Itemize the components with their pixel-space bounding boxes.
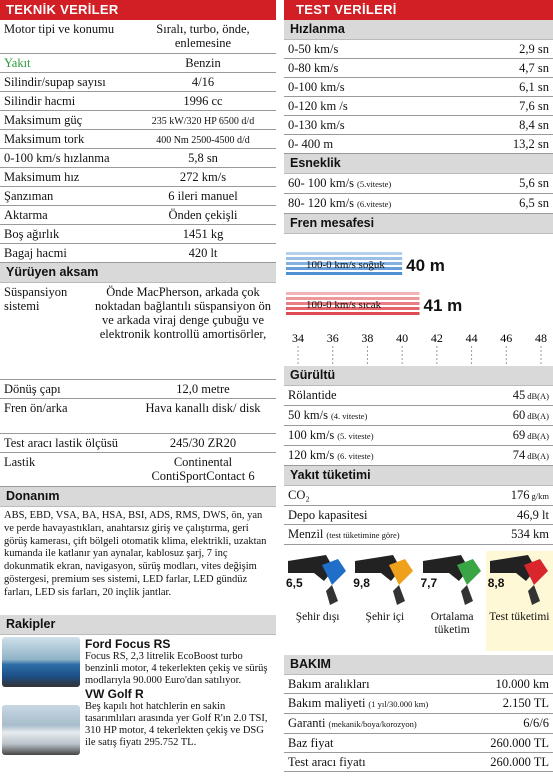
table-row [284, 675, 553, 694]
table-row [284, 426, 553, 446]
row-value [337, 388, 549, 403]
label-text: Menzil [288, 527, 324, 541]
row-value [134, 227, 272, 241]
specs-table [0, 20, 276, 263]
row-value [310, 488, 549, 503]
row-label [288, 118, 345, 132]
row-value [417, 716, 549, 731]
table-row [284, 446, 553, 466]
value-text: 7,6 sn [519, 99, 549, 113]
fuel-value: 8,8 [487, 576, 505, 590]
value-unit: dB(A) [527, 451, 549, 461]
value-text: 272 km/s [179, 170, 227, 184]
row-label [288, 677, 370, 691]
value-text: 45 [512, 388, 526, 402]
value-text: Continental ContiSportContact 6 [151, 455, 255, 483]
tire-tread-stripe [286, 272, 402, 275]
fuel-consumption-pumps [284, 545, 553, 653]
label-note: (6.viteste) [356, 199, 392, 209]
row-label [4, 208, 134, 222]
table-row [0, 111, 276, 130]
value-text: 420 lt [188, 246, 218, 260]
value-text: 2,9 sn [519, 42, 549, 56]
row-label [4, 22, 134, 51]
tire-tread-stripe [286, 312, 420, 315]
value-text: 60 [512, 408, 526, 422]
row-label [4, 436, 134, 450]
vw-golf-r-photo [2, 705, 80, 755]
row-label [288, 388, 337, 403]
label-text: Garanti [288, 716, 326, 730]
table-row [0, 130, 276, 149]
value-text: 400 Nm 2500-4500 d/d [156, 135, 250, 146]
table-row [0, 54, 276, 73]
row-value [134, 436, 272, 450]
row-label [4, 170, 134, 184]
row-label [288, 408, 367, 423]
equipment-title: Donanım [0, 487, 276, 507]
table-row [0, 149, 276, 168]
row-label [288, 488, 310, 503]
fuel-value: 7,7 [420, 576, 438, 590]
label-text: Maksimum güç [4, 113, 83, 127]
row-label [288, 716, 417, 731]
fuel-title: Yakıt tüketimi [284, 466, 553, 486]
label-text: 0-130 km/s [288, 118, 345, 132]
value-text: 46,9 lt [517, 508, 549, 522]
row-value [134, 151, 272, 165]
table-row [0, 20, 276, 54]
x-tick-label: 48 [535, 331, 547, 345]
row-label [288, 428, 374, 443]
table-row [0, 244, 276, 263]
fuel-table [284, 486, 553, 545]
row-value [374, 428, 549, 443]
label-text: CO₂ [288, 488, 310, 502]
value-text: 8,4 sn [519, 118, 549, 132]
fuel-pump-item [351, 551, 418, 651]
rival-name: Ford Focus RS [85, 637, 171, 651]
value-text: 5,8 sn [188, 151, 218, 165]
row-value [94, 285, 272, 377]
label-text: Silindir hacmi [4, 94, 76, 108]
rivals-title: Rakipler [0, 615, 276, 635]
row-label [4, 401, 134, 431]
label-text: Maksimum hız [4, 170, 80, 184]
fuel-label: Şehir içi [365, 611, 405, 623]
row-value [374, 448, 549, 463]
value-text: 6/6/6 [523, 716, 549, 730]
row-label [288, 137, 333, 151]
table-row [284, 714, 553, 734]
row-label [288, 99, 348, 113]
row-label [288, 196, 391, 211]
value-text: Önden çekişli [168, 208, 238, 222]
label-note: (test tüketimine göre) [326, 530, 400, 540]
row-label [288, 736, 333, 750]
row-value [134, 94, 272, 108]
label-note: (6. viteste) [337, 451, 374, 461]
fuel-value: 6,5 [286, 576, 303, 590]
value-text: 5,6 sn [519, 176, 549, 190]
row-label [288, 755, 366, 769]
table-row [284, 386, 553, 406]
row-value [134, 208, 272, 222]
value-text: 74 [512, 448, 526, 462]
table-row [284, 97, 553, 116]
row-value [391, 196, 549, 211]
x-tick-label: 44 [465, 331, 478, 345]
value-text: 245/30 ZR20 [169, 436, 237, 450]
label-text: Boş ağırlık [4, 227, 60, 241]
row-value [333, 137, 549, 151]
label-text: Bagaj hacmi [4, 246, 67, 260]
row-label [4, 285, 94, 377]
row-value [370, 677, 549, 691]
fuel-pump-item [486, 551, 553, 651]
label-note: (5. viteste) [337, 431, 374, 441]
row-label [4, 189, 134, 203]
value-text: Sıralı, turbo, önde, enlemesine [156, 22, 250, 50]
table-row [284, 506, 553, 525]
table-row [284, 486, 553, 506]
value-text: 260.000 TL [490, 755, 549, 769]
rival-description: Beş kapılı hot hatchlerin en sakin tasarımlıları arasında yer Golf R'ın 2.0 TSI, 310 HP motor, 4 tekerlekten çekiş ve DSG ile satış fiyatı 295.752 TL. [85, 701, 268, 748]
table-row [0, 225, 276, 244]
braking-chart-svg [284, 234, 553, 366]
braking-title: Fren mesafesi [284, 214, 553, 234]
row-value [366, 755, 549, 769]
x-tick-label: 40 [396, 331, 409, 345]
row-value [134, 22, 272, 51]
label-text: Aktarma [4, 208, 48, 222]
label-text: Bakım maliyeti [288, 696, 366, 710]
label-text: Süspansiyon sistemi [4, 285, 68, 313]
row-label [4, 227, 134, 241]
table-row [284, 59, 553, 78]
value-text: 10.000 km [495, 677, 549, 691]
value-text: 260.000 TL [490, 736, 549, 750]
label-text: Test aracı lastik ölçüsü [4, 436, 119, 450]
row-label [288, 696, 428, 711]
row-label [4, 75, 134, 89]
label-text: 0-50 km/s [288, 42, 339, 56]
table-row [0, 206, 276, 225]
label-text: Test aracı fiyatı [288, 755, 366, 769]
value-text: 2.150 TL [502, 696, 549, 710]
table-row [284, 406, 553, 426]
value-text: 534 km [511, 527, 549, 541]
acceleration-table [284, 40, 553, 154]
value-text: 69 [512, 428, 526, 442]
row-value [338, 61, 549, 75]
technical-specs-column [0, 0, 276, 757]
rival-golf [0, 685, 276, 757]
row-label [4, 246, 134, 260]
fuel-label: Şehir dışı [295, 611, 340, 623]
row-value [134, 75, 272, 89]
table-row [0, 380, 276, 399]
fuel-label: Ortalama tüketim [430, 611, 474, 636]
row-value [134, 56, 272, 70]
value-text: 6,1 sn [519, 80, 549, 94]
row-value [345, 80, 549, 94]
fuel-label: Test tüketimi [489, 611, 550, 623]
row-value [134, 246, 272, 260]
row-value [338, 42, 549, 56]
row-value [134, 455, 272, 484]
label-note: (1 yıl/30.000 km) [368, 699, 429, 709]
row-label [4, 132, 134, 146]
value-text: Benzin [185, 56, 221, 70]
value-text: 4,7 sn [519, 61, 549, 75]
row-value [348, 99, 549, 113]
table-row [0, 283, 276, 380]
label-text: 80- 120 km/s [288, 196, 354, 210]
acceleration-title: Hızlanma [284, 20, 553, 40]
row-label [4, 113, 134, 127]
label-text: Bakım aralıkları [288, 677, 370, 691]
brake-value-label: 41 m [423, 296, 463, 315]
label-text: 100 km/s [288, 428, 335, 442]
noise-table [284, 386, 553, 466]
label-text: Yakıt [4, 56, 31, 70]
label-text: Rölantide [288, 388, 337, 402]
table-row [284, 78, 553, 97]
maintenance-table [284, 675, 553, 772]
label-note: (5.viteste) [356, 179, 392, 189]
row-label [4, 455, 134, 484]
table-row [284, 135, 553, 154]
row-value [345, 118, 549, 132]
value-unit: dB(A) [527, 411, 549, 421]
row-label [4, 151, 134, 165]
table-row [284, 194, 553, 214]
row-value [134, 170, 272, 184]
label-text: Lastik [4, 455, 36, 469]
flexibility-title: Esneklik [284, 154, 553, 174]
row-value [400, 527, 549, 542]
chassis-title: Yürüyen aksam [0, 263, 276, 283]
rival-name: VW Golf R [85, 687, 144, 701]
brake-bar-label: 100-0 km/s soğuk [306, 259, 385, 271]
technical-specs-title: TEKNİK VERİLER [0, 0, 276, 20]
label-note: (mekanik/boya/korozyon) [328, 719, 417, 729]
label-text: Fren ön/arka [4, 401, 68, 415]
table-row [0, 187, 276, 206]
x-tick-label: 36 [326, 331, 339, 345]
label-text: Baz fiyat [288, 736, 334, 750]
ford-focus-rs-photo [2, 637, 80, 687]
table-row [0, 168, 276, 187]
row-label [288, 80, 345, 94]
row-label [288, 508, 368, 522]
value-unit: g/km [531, 491, 549, 501]
label-text: 0- 400 m [288, 137, 334, 151]
row-value [391, 176, 549, 191]
table-row [284, 734, 553, 753]
value-text: 6,5 sn [519, 196, 549, 210]
label-text: 0-100 km/s [288, 80, 345, 94]
row-value [134, 189, 272, 203]
brake-value-label: 40 m [406, 256, 445, 275]
value-text: 6 ileri manuel [168, 189, 238, 203]
row-value [333, 736, 549, 750]
table-row [0, 453, 276, 487]
tire-tread-stripe [286, 252, 402, 255]
table-row [284, 694, 553, 714]
value-unit: dB(A) [527, 431, 549, 441]
label-text: Motor tipi ve konumu [4, 22, 115, 36]
row-label [288, 42, 338, 56]
row-label [4, 382, 134, 396]
table-row [284, 174, 553, 194]
rival-description: Focus RS, 2,3 litrelik EcoBoost turbo benzinli motor, 4 tekerlekten çekiş ve sürüş modlarıyla 90.000 Euro'dan satılıyor. [85, 651, 268, 686]
table-row [0, 399, 276, 434]
value-text: Önde MacPherson, arkada çok noktadan bağlantılı süspansiyon ön ve arkada viraj denge çubuğu ve elektronik kontrollü amortisörler, [94, 285, 272, 341]
brake-bar-label: 100-0 km/s sıcak [306, 299, 382, 311]
label-text: Dönüş çapı [4, 382, 61, 396]
value-unit: dB(A) [527, 391, 549, 401]
table-row [0, 434, 276, 453]
label-text: Depo kapasitesi [288, 508, 368, 522]
row-label [4, 56, 134, 70]
label-text: Silindir/supap sayısı [4, 75, 106, 89]
noise-title: Gürültü [284, 366, 553, 386]
row-value [428, 696, 549, 711]
row-value [134, 113, 272, 127]
x-tick-label: 46 [500, 331, 513, 345]
label-note: (4. viteste) [330, 411, 368, 421]
test-data-column [284, 0, 553, 772]
equipment-text: ABS, EBD, VSA, BA, HSA, BSI, ADS, RMS, DWS, ön, yan ve perde havayastıkları, anahtarsız giriş ve çalıştırma, geri görüş kamerası, çift bölgeli otomatik klima, elektrikli, uzaktan kumanda ile katlanır yan aynalar, kablosuz şarj, 7 inç dokunmatik ekran, navigasyon, sürüş modları, vites değişim göstergesi, premium ses sistemi, LED farlar, LED gündüz farları, LED sis farları, 20 inçlik jantlar. [4, 510, 267, 598]
value-text: 13,2 sn [512, 137, 549, 151]
table-row [284, 753, 553, 772]
flexibility-table [284, 174, 553, 214]
label-text: 0-120 km /s [288, 99, 348, 113]
rival-ford [0, 635, 276, 689]
fuel-pump-item [284, 551, 351, 651]
row-label [288, 448, 374, 463]
label-text: 60- 100 km/s [288, 176, 354, 190]
label-text: Şanzıman [4, 189, 54, 203]
test-data-title: TEST VERİLERİ [284, 0, 553, 20]
row-value [134, 401, 272, 431]
value-text: 176 [510, 488, 530, 502]
value-text: 235 kW/320 HP 6500 d/d [151, 116, 255, 127]
label-text: Maksimum tork [4, 132, 85, 146]
value-text: 12,0 metre [176, 382, 230, 396]
x-tick-label: 34 [292, 331, 304, 345]
table-row [0, 92, 276, 111]
value-text: Hava kanallı disk/ disk [145, 401, 261, 415]
value-text: 1451 kg [182, 227, 224, 241]
x-tick-label: 38 [361, 331, 374, 345]
fuel-pump-item [419, 551, 486, 651]
label-text: 0-80 km/s [288, 61, 339, 75]
tire-tread-stripe [286, 292, 420, 295]
value-text: 4/16 [191, 75, 215, 89]
row-value [368, 508, 550, 522]
row-value [134, 132, 272, 146]
maintenance-title: BAKIM [284, 655, 553, 675]
table-row [284, 116, 553, 135]
braking-chart [284, 234, 553, 366]
table-row [284, 40, 553, 59]
row-label [288, 61, 338, 75]
row-label [4, 94, 134, 108]
row-label [288, 176, 391, 191]
fuel-value: 9,8 [353, 576, 370, 590]
x-tick-label: 42 [430, 331, 443, 345]
row-label [288, 527, 400, 542]
value-text: 1996 cc [183, 94, 223, 108]
label-text: 120 km/s [288, 448, 335, 462]
label-text: 50 km/s [288, 408, 328, 422]
label-text: 0-100 km/s hızlanma [4, 151, 110, 165]
chassis-table [0, 283, 276, 487]
table-row [0, 73, 276, 92]
row-value [134, 382, 272, 396]
table-row [284, 525, 553, 545]
row-value [367, 408, 549, 423]
